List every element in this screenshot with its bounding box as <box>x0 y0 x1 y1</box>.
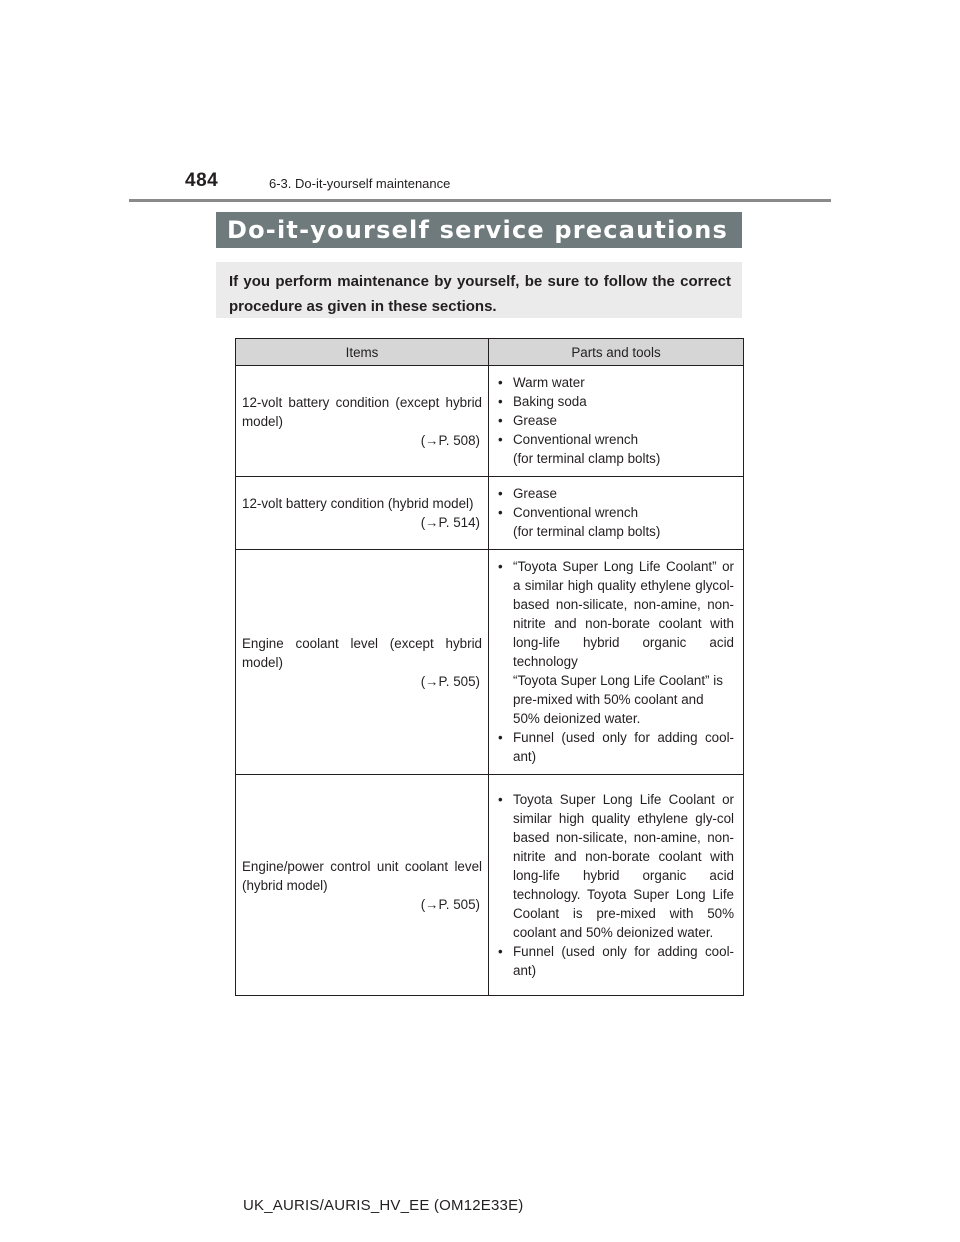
item-label: Engine/power control unit coolant level (hybrid model) <box>242 858 482 893</box>
section-title: 6-3. Do-it-yourself maintenance <box>269 176 451 191</box>
table-row <box>236 775 744 996</box>
page-reference: (→P. 514) <box>420 515 480 530</box>
table-row <box>236 550 744 775</box>
list-item: • Baking soda <box>497 392 734 411</box>
table-header-row <box>236 339 744 366</box>
item-label: Engine coolant level (except hybrid model) <box>242 635 482 670</box>
item-label: 12-volt battery condition (except hybrid model) <box>242 394 482 429</box>
table-row <box>236 477 744 550</box>
item-cell <box>236 477 489 550</box>
list-item: • Funnel (used only for adding cool-ant) <box>497 728 734 766</box>
table-row <box>236 366 744 477</box>
page-title-bar <box>216 212 742 248</box>
parts-cell <box>489 366 744 477</box>
column-header-items: Items <box>236 339 489 366</box>
list-item: • Toyota Super Long Life Coolant or similar high quality ethylene gly-col based non-silicate, non-amine, non-nitrite and non-borate coolant with long-life hybrid organic acid technology. Toyota Super Long Life Coolant is pre-mixed with 50% coolant and 50% deionized water. <box>497 790 734 942</box>
item-cell <box>236 775 489 996</box>
column-header-parts: Parts and tools <box>489 339 744 366</box>
page-number: 484 <box>185 170 219 191</box>
list-item: • Warm water <box>497 373 734 392</box>
list-item: • Conventional wrench (for terminal clamp bolts) <box>497 430 734 468</box>
list-item: • Conventional wrench (for terminal clamp bolts) <box>497 503 734 541</box>
maintenance-table <box>235 338 744 996</box>
list-item: • Funnel (used only for adding cool-ant) <box>497 942 734 980</box>
page-reference: (→P. 508) <box>420 432 480 448</box>
parts-cell <box>489 775 744 996</box>
item-cell <box>236 550 489 775</box>
page-reference: (→P. 505) <box>420 896 480 912</box>
footer-model-code: UK_AURIS/AURIS_HV_EE (OM12E33E) <box>243 1197 524 1214</box>
item-label: 12-volt battery condition (hybrid model) <box>242 496 474 511</box>
list-item: • Grease <box>497 484 734 503</box>
page-reference: (→P. 505) <box>420 673 480 689</box>
parts-cell <box>489 550 744 775</box>
list-item: • Grease <box>497 411 734 430</box>
item-cell <box>236 366 489 477</box>
page-title: Do-it-yourself service precautions <box>227 216 728 244</box>
intro-box: If you perform maintenance by yourself, be sure to follow the correct procedure as given in these sections. <box>216 262 742 318</box>
list-item: • “Toyota Super Long Life Coolant” or a similar high quality ethylene glycol-based non-silicate, non-amine, non-nitrite and non-borate coolant with long-life hybrid organic acid technology “Toyota Super Long Life Coolant” is pre-mixed with 50% coolant and 50% deionized water. <box>497 557 734 728</box>
header-divider <box>129 199 831 202</box>
parts-cell <box>489 477 744 550</box>
